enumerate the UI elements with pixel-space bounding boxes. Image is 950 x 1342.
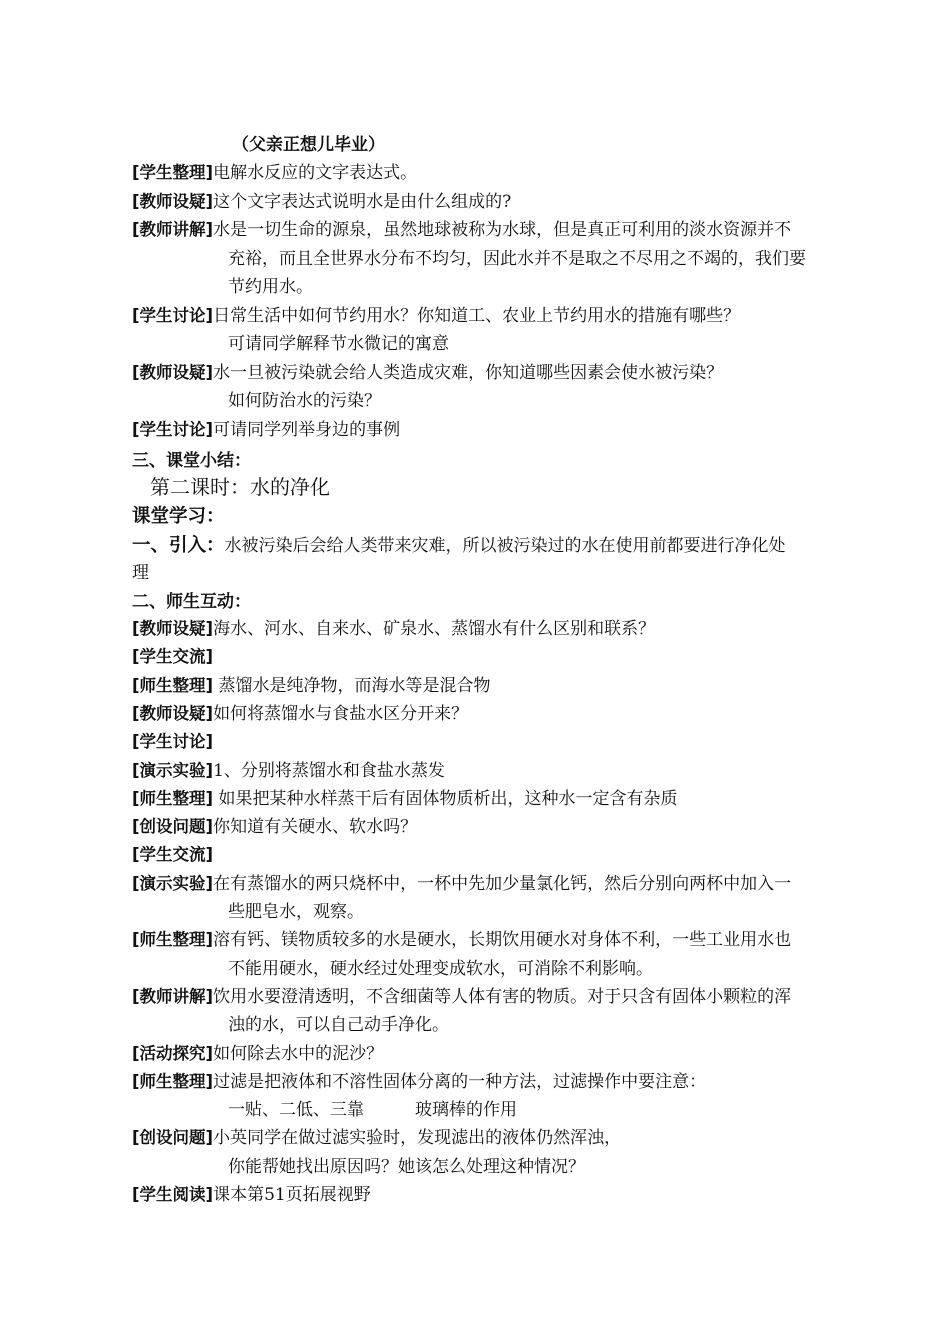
lesson2-title: 第二课时：水的净化	[150, 475, 330, 499]
content-row	[132, 1127, 621, 1149]
content-row	[132, 618, 655, 640]
row-text: 浊的水，可以自己动手净化。	[228, 1015, 449, 1036]
row-text: 一贴、二低、三靠 玻璃棒的作用	[228, 1100, 517, 1121]
row-text: 课本第51页拓展视野	[213, 1185, 371, 1205]
content-row	[132, 1071, 706, 1093]
intro-line	[132, 534, 786, 558]
content-row	[132, 219, 791, 241]
role-tag: [演示实验]	[132, 760, 214, 780]
row-text: 水是一切生命的源泉，虽然地球被称为水球，但是真正可利用的淡水资源并不	[213, 220, 792, 240]
row-text: 不能用硬水，硬水经过处理变成软水，可消除不利影响。	[228, 958, 653, 979]
intro-text-1: 水被污染后会给人类带来灾难，所以被污染过的水在使用前都要进行净化处	[224, 536, 786, 556]
row-text: 节约用水。	[228, 277, 313, 297]
role-tag: [学生讨论]	[132, 305, 214, 325]
interaction-heading: 二、师生互动：	[132, 592, 251, 612]
row-text: 充裕，而且全世界水分布不均匀，因此水并不是取之不尽用之不竭的，我们要	[228, 248, 806, 269]
content-row	[228, 248, 806, 270]
role-tag: [学生阅读]	[132, 1185, 214, 1204]
row-text: 小英同学在做过滤实验时，发现滤出的液体仍然浑浊，	[213, 1128, 622, 1149]
content-row	[132, 986, 791, 1008]
content-row	[132, 760, 445, 782]
row-text: 在有蒸馏水的两只烧杯中，一杯中先加少量氯化钙，然后分别向两杯中加入一	[213, 873, 792, 894]
row-text: 蒸馏水是纯净物，而海水等是混合物	[213, 675, 491, 696]
role-tag: [师生整理]	[132, 1071, 214, 1091]
content-row	[132, 305, 740, 327]
quote-line: （父亲正想儿毕业）	[232, 135, 385, 155]
role-tag: [教师设疑]	[132, 191, 214, 211]
row-text: 你知道有关硬水、软水吗？	[213, 817, 418, 838]
row-text: 水一旦被污染就会给人类造成灾难，你知道哪些因素会使水被污染？	[213, 362, 724, 383]
content-row	[228, 1156, 585, 1178]
content-row	[132, 929, 791, 951]
content-row	[132, 1043, 383, 1065]
role-tag: [学生讨论]	[132, 732, 214, 752]
role-tag: [活动探究]	[132, 1043, 214, 1063]
row-text: 饮用水要澄清透明，不含细菌等人体有害的物质。对于只含有固体小颗粒的浑	[213, 986, 792, 1007]
content-row	[132, 191, 511, 213]
content-row	[132, 1184, 371, 1206]
content-row	[132, 703, 468, 725]
content-row	[132, 844, 213, 866]
role-tag: [学生讨论]	[132, 419, 214, 439]
role-tag: [教师设疑]	[132, 703, 214, 723]
content-row	[132, 816, 417, 838]
content-row	[228, 958, 653, 980]
role-tag: [师生整理]	[132, 788, 214, 808]
row-text: 电解水反应的文字表达式。	[213, 163, 418, 183]
content-row	[132, 675, 491, 697]
intro-label: 一、引入：	[132, 535, 225, 556]
content-row	[132, 419, 400, 441]
content-row	[228, 1014, 449, 1036]
content-row	[132, 362, 723, 384]
content-row	[228, 276, 313, 298]
content-row	[228, 390, 381, 412]
row-text: 可请同学列举身边的事例	[213, 419, 401, 440]
row-text: 如何将蒸馏水与食盐水区分开来？	[213, 703, 469, 724]
row-text: 些肥皂水，观察。	[228, 902, 364, 922]
row-text: 如果把某种水样蒸干后有固体物质析出，这种水一定含有杂质	[213, 788, 678, 809]
row-text: 过滤是把液体和不溶性固体分离的一种方法，过滤操作中要注意：	[213, 1071, 707, 1092]
row-text: 可请同学解释节水微记的寓意	[228, 334, 449, 354]
content-row	[132, 646, 213, 668]
intro-continuation: 理	[132, 563, 149, 583]
role-tag: [创设问题]	[132, 817, 214, 837]
content-row	[132, 731, 213, 753]
content-row	[132, 788, 678, 810]
content-row	[132, 162, 417, 184]
content-row	[132, 873, 791, 895]
role-tag: [教师讲解]	[132, 986, 214, 1006]
section3-heading: 三、课堂小结：	[132, 451, 251, 471]
content-row	[228, 333, 449, 355]
row-text: 海水、河水、自来水、矿泉水、蒸馏水有什么区别和联系？	[213, 619, 656, 639]
role-tag: [教师设疑]	[132, 619, 214, 638]
role-tag: [师生整理]	[132, 675, 214, 695]
row-text: 溶有钙、镁物质较多的水是硬水，长期饮用硬水对身体不利，一些工业用水也	[213, 930, 792, 951]
role-tag: [学生交流]	[132, 647, 214, 667]
row-text: 你能帮她找出原因吗？她该怎么处理这种情况？	[228, 1156, 585, 1177]
role-tag: [创设问题]	[132, 1128, 214, 1148]
role-tag: [师生整理]	[132, 930, 214, 950]
content-row	[228, 901, 364, 923]
row-text: 1、分别将蒸馏水和食盐水蒸发	[213, 760, 445, 781]
role-tag: [学生整理]	[132, 163, 214, 182]
row-text: 如何除去水中的泥沙？	[213, 1043, 384, 1064]
role-tag: [教师设疑]	[132, 362, 214, 382]
content-row	[228, 1099, 517, 1121]
row-text: 日常生活中如何节约用水？你知道工、农业上节约用水的措施有哪些？	[213, 305, 741, 326]
role-tag: [学生交流]	[132, 845, 214, 865]
role-tag: [演示实验]	[132, 873, 214, 893]
row-text: 这个文字表达式说明水是由什么组成的?	[213, 191, 512, 212]
row-text: 如何防治水的污染？	[228, 391, 381, 411]
classroom-heading: 课堂学习：	[132, 506, 225, 527]
role-tag: [教师讲解]	[132, 220, 214, 239]
